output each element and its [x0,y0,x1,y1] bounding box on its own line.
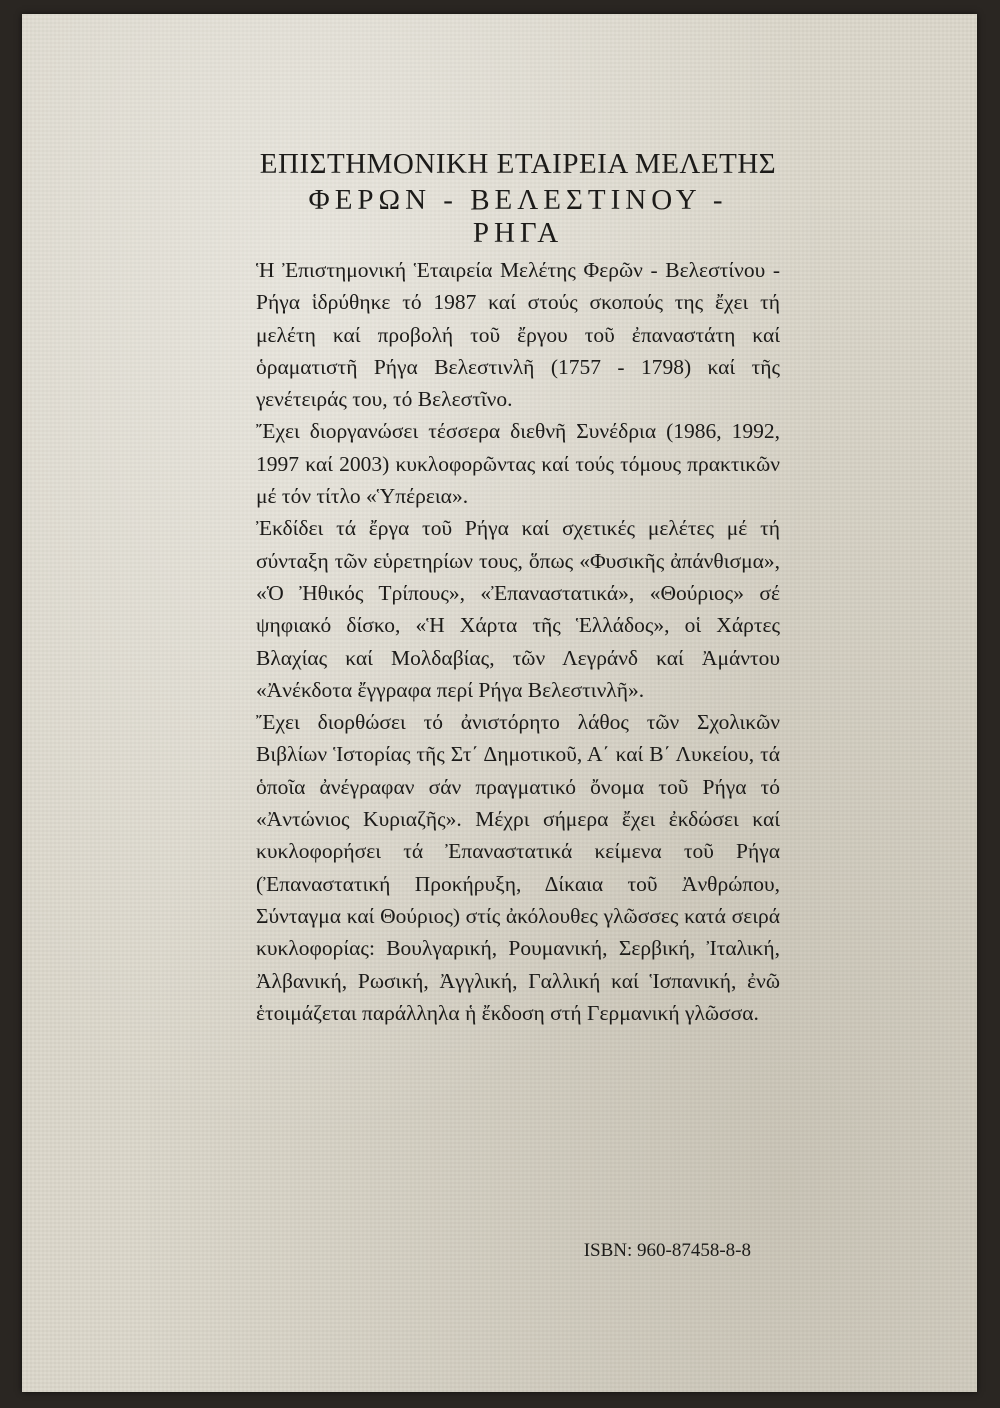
paragraph-founding: Ἡ Ἐπιστημονική Ἑταιρεία Μελέτης Φερῶν - Βελεστίνου - Ρήγα ἱδρύθηκε τό 1987 καί στούς σκοπούς της ἔχει τή μελέτη καί προβολή τοῦ ἔργου τοῦ ἐπαναστάτη καί ὁραματιστῆ Ρήγα Βελεστινλῆ (1757 - 1798) καί τῆς γενέτειράς του, τό Βελεστῖνο. [256,258,780,412]
description-text [256,254,780,1029]
isbn-number: ISBN: 960-87458-8-8 [583,1240,751,1261]
paragraph-corrections-translations: Ἔχει διορθώσει τό ἀνιστόρητο λάθος τῶν Σχολικῶν Βιβλίων Ἱστορίας τῆς Στ΄ Δημοτικοῦ, Α΄ καί Β΄ Λυκείου, τά ὁποῖα ἀνέγραφαν σάν πραγματικό ὄνομα τοῦ Ρήγα τό «Ἀντώνιος Κυριαζῆς». Μέχρι σήμερα ἔχει ἐκδώσει καί κυκλοφορήσει τά Ἐπαναστατικά κείμενα τοῦ Ρήγα (Ἐπαναστατική Προκήρυξη, Δίκαια τοῦ Ἀνθρώπου, Σύνταγμα καί Θούριος) στίς ἀκόλουθες γλῶσσες κατά σειρά κυκλοφορίας: Βουλγαρική, Ρουμανική, Σερβική, Ἰταλική, Ἀλβανική, Ρωσική, Ἀγγλική, Γαλλική καί Ἱσπανική, ἐνῶ ἑτοιμάζεται παράλληλα ἡ ἔκδοση στή Γερμανική γλῶσσα. [256,710,780,1025]
book-back-cover [22,14,977,1392]
society-title-line-2: ΦΕΡΩΝ - ΒΕΛΕΣΤΙΝΟΥ - ΡΗΓΑ [308,184,728,249]
paragraph-publications: Ἐκδίδει τά ἔργα τοῦ Ρήγα καί σχετικές μελέτες μέ τή σύνταξη τῶν εὑρετηρίων τους, ὅπως «Φυσικῆς ἀπάνθισμα», «Ὁ Ἠθικός Τρίπους», «Ἐπαναστατικά», «Θούριος» σέ ψηφιακό δίσκο, «Ἡ Χάρτα τῆς Ἑλλάδος», οἱ Χάρτες Βλαχίας καί Μολδαβίας, τῶν Λεγράνδ καί Ἀμάντου «Ἀνέκδοτα ἔγγραφα περί Ρήγα Βελεστινλῆ». [256,516,780,702]
society-title-line-1: ΕΠΙΣΤΗΜΟΝΙΚΗ ΕΤΑΙΡΕΙΑ ΜΕΛΕΤΗΣ [259,148,777,180]
paragraph-conferences: Ἔχει διοργανώσει τέσσερα διεθνῆ Συνέδρια (1986, 1992, 1997 καί 2003) κυκλοφορῶντας καί τούς τόμους πρακτικῶν μέ τόν τίτλο «Ὑπέρεια». [256,419,780,509]
